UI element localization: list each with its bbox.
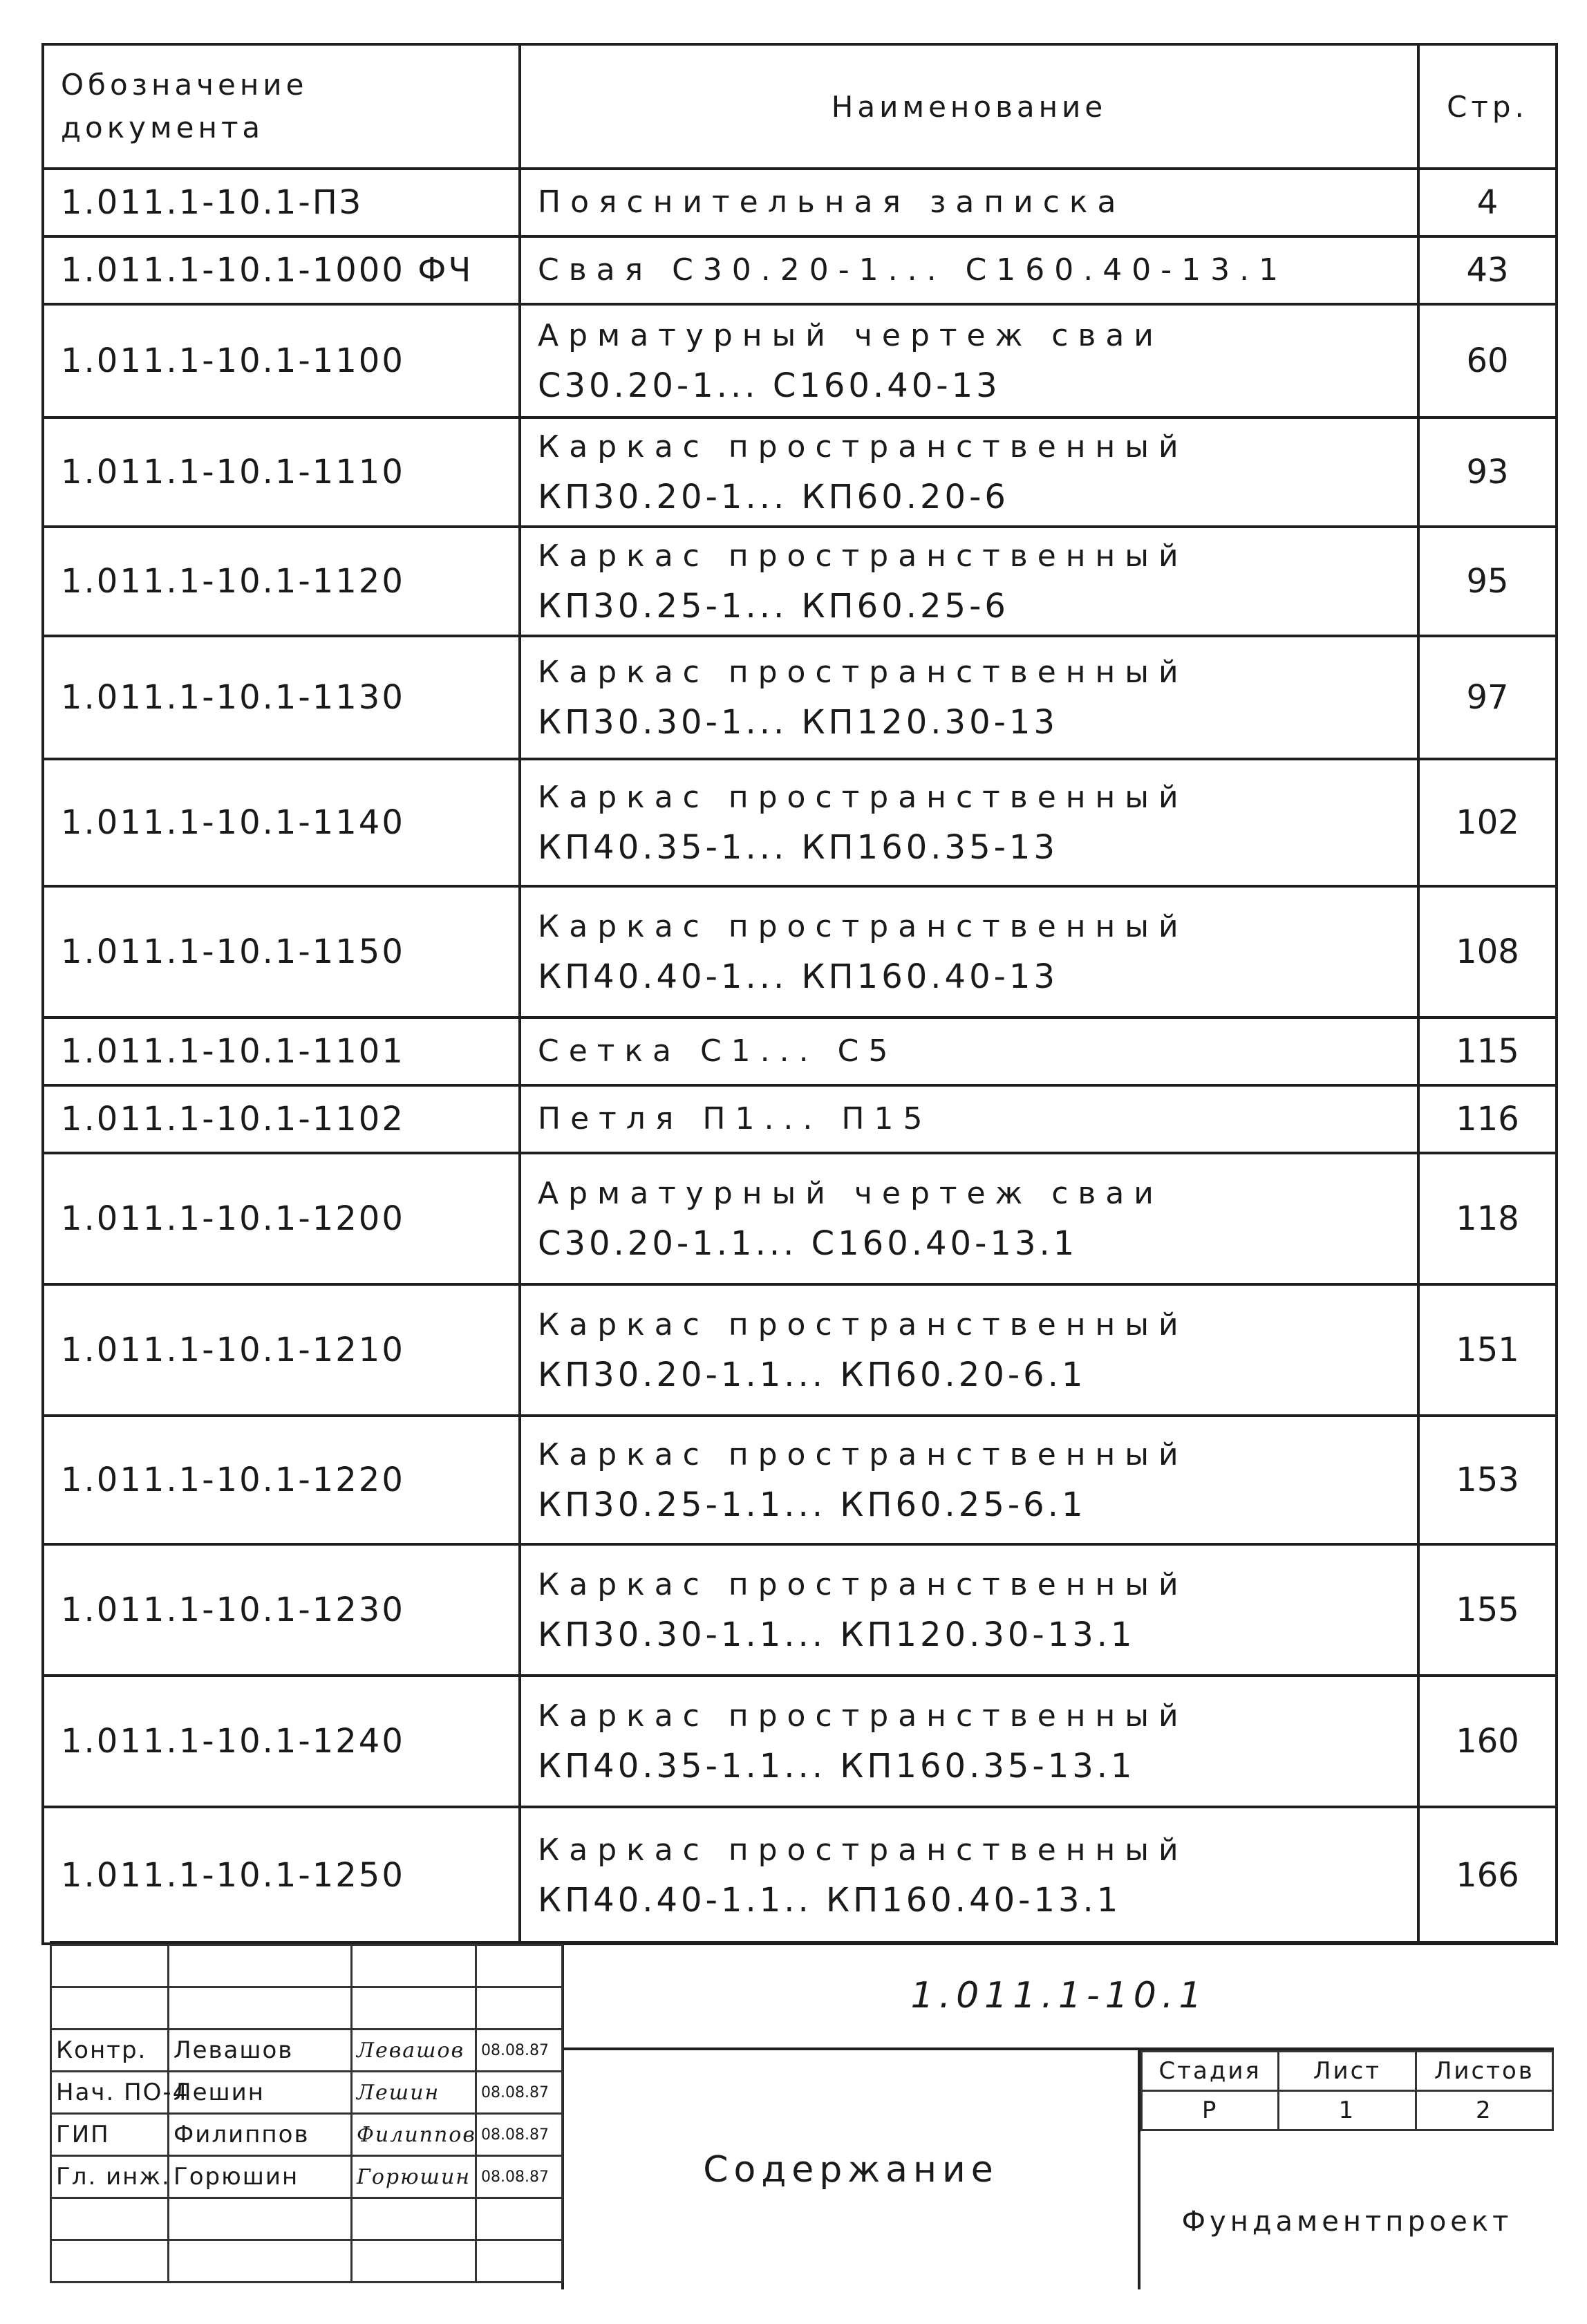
sheets-label: Листов xyxy=(1416,2052,1552,2091)
row-name-range: С30.20-1... С160.40-13 xyxy=(538,366,1001,405)
row-name-cell xyxy=(520,304,1418,418)
row-name: Пояснительная записка xyxy=(538,185,1126,220)
row-name: Каркас пространственный xyxy=(538,1307,1188,1342)
signature-role: Контр. xyxy=(51,2030,169,2072)
row-document-code: 1.011.1-10.1-1110 xyxy=(43,418,520,527)
table-row xyxy=(43,527,1557,636)
table-row xyxy=(43,236,1557,304)
row-document-code: 1.011.1-10.1-1102 xyxy=(43,1085,520,1153)
row-document-code: 1.011.1-10.1-1230 xyxy=(43,1544,520,1676)
row-name-cell xyxy=(520,1544,1418,1676)
row-page: 116 xyxy=(1418,1085,1557,1153)
table-row xyxy=(43,759,1557,886)
row-name-range: КП30.20-1... КП60.20-6 xyxy=(538,478,1009,516)
table-row xyxy=(43,1018,1557,1085)
sheet-label: Лист xyxy=(1279,2052,1416,2091)
row-document-code: 1.011.1-10.1-1120 xyxy=(43,527,520,636)
row-name: Каркас пространственный xyxy=(538,1698,1188,1734)
row-name-cell xyxy=(520,1676,1418,1807)
row-page: 60 xyxy=(1418,304,1557,418)
row-name-range: КП40.35-1.1... КП160.35-13.1 xyxy=(538,1747,1136,1786)
handwritten-signature: Левашов xyxy=(352,2030,476,2072)
signature-row xyxy=(51,2072,563,2114)
row-page: 115 xyxy=(1418,1018,1557,1085)
table-row xyxy=(43,1807,1557,1944)
row-name-range: КП30.20-1.1... КП60.20-6.1 xyxy=(538,1356,1087,1394)
row-name-range: КП30.25-1... КП60.25-6 xyxy=(538,587,1009,626)
signature-surname: Лешин xyxy=(169,2072,352,2114)
row-page: 166 xyxy=(1418,1807,1557,1944)
signature-block xyxy=(50,1944,564,2289)
row-document-code: 1.011.1-10.1-1210 xyxy=(43,1284,520,1416)
row-name-cell xyxy=(520,169,1418,236)
row-page: 93 xyxy=(1418,418,1557,527)
table-row xyxy=(43,1153,1557,1284)
signature-date: 08.08.87 xyxy=(476,2114,563,2156)
row-name-cell xyxy=(520,236,1418,304)
signature-date: 08.08.87 xyxy=(476,2156,563,2198)
title-block xyxy=(50,1941,1554,2289)
row-name-cell xyxy=(520,759,1418,886)
signature-row xyxy=(51,2114,563,2156)
row-name-range: КП40.40-1... КП160.40-13 xyxy=(538,957,1058,996)
sheets-value: 2 xyxy=(1416,2091,1552,2130)
signature-role: Нач. ПО-4 xyxy=(51,2072,169,2114)
document-code: 1.011.1-10.1 xyxy=(564,1944,1554,2050)
row-document-code: 1.011.1-10.1-1100 xyxy=(43,304,520,418)
signature-row-empty xyxy=(51,2198,563,2240)
row-name-cell xyxy=(520,1416,1418,1544)
row-document-code: 1.011.1-10.1-1200 xyxy=(43,1153,520,1284)
signature-role: Гл. инж. xyxy=(51,2156,169,2198)
row-name: Петля П1... П15 xyxy=(538,1101,932,1136)
table-row xyxy=(43,1416,1557,1544)
row-document-code: 1.011.1-10.1-1140 xyxy=(43,759,520,886)
row-page: 108 xyxy=(1418,886,1557,1018)
row-name: Сетка С1... С5 xyxy=(538,1033,898,1069)
contents-table xyxy=(41,43,1558,1945)
row-page: 97 xyxy=(1418,636,1557,759)
row-page: 102 xyxy=(1418,759,1557,886)
row-document-code: 1.011.1-10.1-1000 ФЧ xyxy=(43,236,520,304)
contents-body xyxy=(43,169,1557,1944)
row-page: 153 xyxy=(1418,1416,1557,1544)
row-document-code: 1.011.1-10.1-1101 xyxy=(43,1018,520,1085)
header-page: Стр. xyxy=(1418,44,1557,169)
signature-surname: Левашов xyxy=(169,2030,352,2072)
table-row xyxy=(43,1085,1557,1153)
row-document-code: 1.011.1-10.1-1130 xyxy=(43,636,520,759)
row-name: Арматурный чертеж сваи xyxy=(538,1176,1163,1211)
row-document-code: 1.011.1-10.1-ПЗ xyxy=(43,169,520,236)
signature-row-empty xyxy=(51,1945,563,1987)
table-row xyxy=(43,418,1557,527)
row-name: Свая С30.20-1... С160.40-13.1 xyxy=(538,252,1288,288)
row-document-code: 1.011.1-10.1-1150 xyxy=(43,886,520,1018)
signature-surname: Горюшин xyxy=(169,2156,352,2198)
row-name: Каркас пространственный xyxy=(538,655,1188,690)
table-row xyxy=(43,1284,1557,1416)
row-name: Каркас пространственный xyxy=(538,429,1188,465)
table-row xyxy=(43,304,1557,418)
signature-row-empty xyxy=(51,1987,563,2030)
row-name-cell xyxy=(520,1807,1418,1944)
row-name-range: КП30.30-1.1... КП120.30-13.1 xyxy=(538,1615,1136,1654)
row-name-range: КП30.25-1.1... КП60.25-6.1 xyxy=(538,1486,1087,1524)
organization-name: Фундаментпроект xyxy=(1181,2206,1513,2238)
sheet-value: 1 xyxy=(1279,2091,1416,2130)
row-name: Каркас пространственный xyxy=(538,1567,1188,1602)
row-name: Арматурный чертеж сваи xyxy=(538,318,1163,353)
row-name-range: КП40.40-1.1.. КП160.40-13.1 xyxy=(538,1881,1122,1920)
stage-label: Стадия xyxy=(1142,2052,1279,2091)
row-name-cell xyxy=(520,418,1418,527)
row-name-cell xyxy=(520,527,1418,636)
table-row xyxy=(43,1676,1557,1807)
signature-role: ГИП xyxy=(51,2114,169,2156)
header-name: Наименование xyxy=(520,44,1418,169)
row-name: Каркас пространственный xyxy=(538,538,1188,574)
signature-row-empty xyxy=(51,2240,563,2283)
row-name-cell xyxy=(520,1284,1418,1416)
table-row xyxy=(43,636,1557,759)
row-name-range: КП30.30-1... КП120.30-13 xyxy=(538,703,1058,742)
row-document-code: 1.011.1-10.1-1220 xyxy=(43,1416,520,1544)
table-row xyxy=(43,1544,1557,1676)
row-page: 151 xyxy=(1418,1284,1557,1416)
row-name-cell xyxy=(520,1018,1418,1085)
stage-block xyxy=(1140,2050,1554,2289)
document-title: Содержание xyxy=(564,2050,1140,2289)
row-page: 95 xyxy=(1418,527,1557,636)
row-page: 4 xyxy=(1418,169,1557,236)
signature-row xyxy=(51,2156,563,2198)
signature-date: 08.08.87 xyxy=(476,2030,563,2072)
row-page: 160 xyxy=(1418,1676,1557,1807)
contents-sheet xyxy=(41,43,1555,1937)
row-document-code: 1.011.1-10.1-1250 xyxy=(43,1807,520,1944)
table-header-row xyxy=(43,44,1557,169)
handwritten-signature: Филиппов xyxy=(352,2114,476,2156)
table-row xyxy=(43,886,1557,1018)
handwritten-signature: Горюшин xyxy=(352,2156,476,2198)
row-name-range: КП40.35-1... КП160.35-13 xyxy=(538,828,1058,867)
row-document-code: 1.011.1-10.1-1240 xyxy=(43,1676,520,1807)
row-name-cell xyxy=(520,636,1418,759)
row-name-cell xyxy=(520,1085,1418,1153)
row-page: 118 xyxy=(1418,1153,1557,1284)
row-name: Каркас пространственный xyxy=(538,1833,1188,1868)
row-name: Каркас пространственный xyxy=(538,780,1188,815)
table-row xyxy=(43,169,1557,236)
row-name-cell xyxy=(520,886,1418,1018)
row-name-range: С30.20-1.1... С160.40-13.1 xyxy=(538,1224,1078,1263)
handwritten-signature: Лешин xyxy=(352,2072,476,2114)
signature-surname: Филиппов xyxy=(169,2114,352,2156)
signature-date: 08.08.87 xyxy=(476,2072,563,2114)
row-name: Каркас пространственный xyxy=(538,909,1188,944)
signature-row xyxy=(51,2030,563,2072)
header-document: Обозначение документа xyxy=(43,44,520,169)
row-name-cell xyxy=(520,1153,1418,1284)
row-name: Каркас пространственный xyxy=(538,1437,1188,1472)
stage-value: Р xyxy=(1142,2091,1279,2130)
row-page: 43 xyxy=(1418,236,1557,304)
row-page: 155 xyxy=(1418,1544,1557,1676)
